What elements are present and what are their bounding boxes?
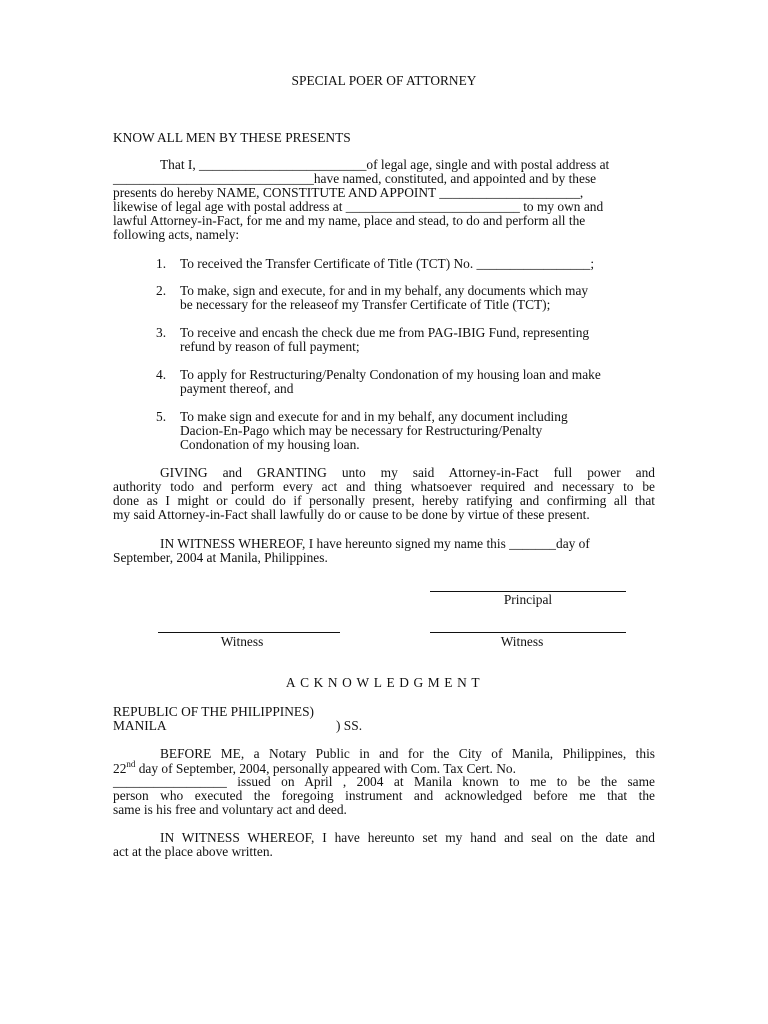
intro-line-1: That I, _________________________of legal age, single and with postal address at: [160, 157, 610, 172]
list-item-text: payment thereof, and: [180, 381, 294, 396]
witness-right-label: Witness: [500, 634, 544, 649]
notary-day-suffix: nd: [126, 758, 136, 769]
granting-line-2: authority todo and perform every act and thing whatsoever required and necessary to be: [113, 479, 655, 494]
venue-line-1: REPUBLIC OF THE PHILIPPINES): [113, 704, 315, 719]
list-item-text: Dacion-En-Pago which may be necessary for Restructuring/Penalty: [180, 423, 543, 438]
list-item-text: be necessary for the releaseof my Transfer Certificate of Title (TCT);: [180, 297, 551, 312]
list-item-number: 5.: [156, 409, 167, 424]
venue-city: MANILA: [113, 718, 167, 733]
witness-left-signature-line: [158, 632, 340, 633]
notary-line-4: person who executed the foregoing instrument and acknowledged before me that the: [113, 788, 655, 803]
witness-clause-line-2: September, 2004 at Manila, Philippines.: [113, 550, 328, 565]
granting-line-4: my said Attorney-in-Fact shall lawfully do or cause to be done by virtue of these present.: [113, 507, 590, 522]
closing-line-1: IN WITNESS WHEREOF, I have hereunto set my hand and seal on the date and: [160, 830, 655, 845]
list-item-text: To make, sign and execute, for and in my behalf, any documents which may: [180, 283, 589, 298]
intro-line-5: lawful Attorney-in-Fact, for me and my name, place and stead, to do and perform all the: [113, 213, 586, 228]
witness-left-label: Witness: [220, 634, 264, 649]
intro-line-2: ______________________________have named, constituted, and appointed and by these: [113, 171, 597, 186]
list-item-text: refund by reason of full payment;: [180, 339, 360, 354]
list-item-text: To make sign and execute for and in my behalf, any document including: [180, 409, 568, 424]
witness-right-signature-line: [430, 632, 626, 633]
list-item-number: 4.: [156, 367, 167, 382]
intro-line-3: presents do hereby NAME, CONSTITUTE AND APPOINT _____________________,: [113, 185, 584, 200]
list-item-text: To received the Transfer Certificate of Title (TCT) No. _________________;: [180, 256, 595, 271]
notary-line-5: same is his free and voluntary act and deed.: [113, 802, 347, 817]
principal-label: Principal: [503, 592, 553, 607]
notary-line-3: _________________ issued on April , 2004 at Manila known to me to be the same: [113, 774, 655, 789]
intro-line-4: likewise of legal age with postal address at __________________________ to my own and: [113, 199, 604, 214]
list-item-text: Condonation of my housing loan.: [180, 437, 360, 452]
acknowledgment-heading: ACKNOWLEDGMENT: [285, 675, 485, 690]
witness-clause-line-1: IN WITNESS WHEREOF, I have hereunto signed my name this _______day of: [160, 536, 590, 551]
granting-line-3: done as I might or could do if personally present, hereby ratifying and confirming all that: [113, 493, 655, 508]
venue-ss: ) SS.: [336, 718, 363, 733]
intro-line-6: following acts, namely:: [113, 227, 240, 242]
document-title: SPECIAL POER OF ATTORNEY: [291, 73, 477, 88]
preamble: KNOW ALL MEN BY THESE PRESENTS: [113, 130, 351, 145]
closing-line-2: act at the place above written.: [113, 844, 273, 859]
list-item-number: 3.: [156, 325, 167, 340]
granting-line-1: GIVING and GRANTING unto my said Attorney-in-Fact full power and: [160, 465, 655, 480]
list-item-text: To receive and encash the check due me from PAG-IBIG Fund, representing: [180, 325, 590, 340]
list-item-text: To apply for Restructuring/Penalty Condonation of my housing loan and make: [180, 367, 601, 382]
notary-line-1: BEFORE ME, a Notary Public in and for the City of Manila, Philippines, this: [160, 746, 655, 761]
notary-line-2-rest: day of September, 2004, personally appeared with Com. Tax Cert. No.: [135, 761, 516, 776]
list-item-number: 1.: [156, 256, 167, 271]
list-item-number: 2.: [156, 283, 167, 298]
notary-day: 22: [113, 761, 127, 776]
